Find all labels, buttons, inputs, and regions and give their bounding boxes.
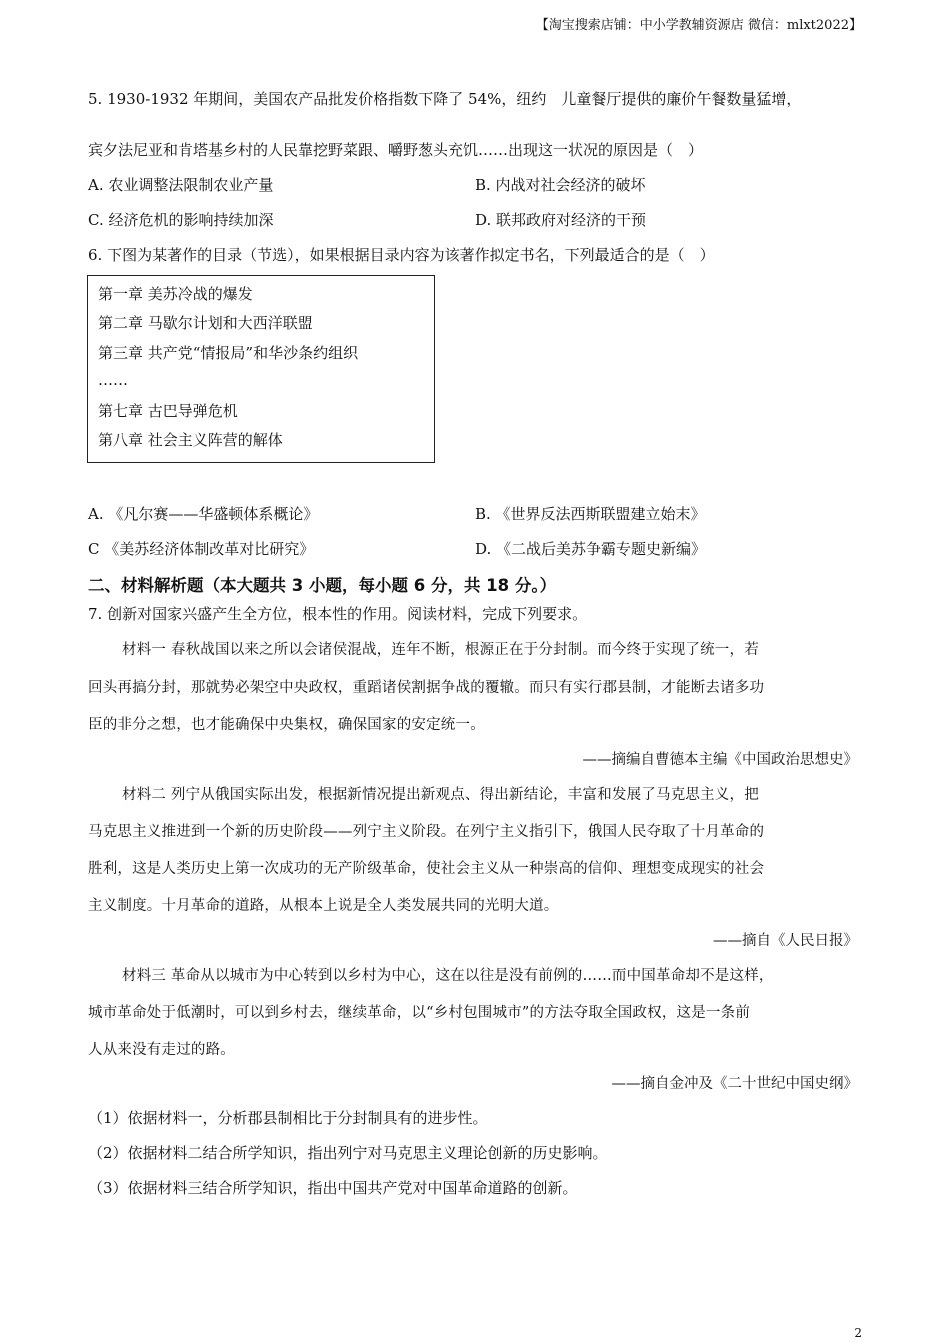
q5-option-a: A. 农业调整法限制农业产量 xyxy=(88,176,274,194)
toc-item: 第三章 共产党“情报局”和华沙条约组织 xyxy=(98,344,359,362)
q6-option-c: C 《美苏经济体制改革对比研究》 xyxy=(88,540,315,558)
q7-subquestion: （3）依据材料三结合所学知识，指出中国共产党对中国革命道路的创新。 xyxy=(88,1179,578,1197)
material-2-source: ——摘自《人民日报》 xyxy=(713,933,858,949)
page-header: 【淘宝搜索店铺：中小学教辅资源店 微信：mlxt2022】 xyxy=(535,18,862,33)
material-2-line: 主义制度。十月革命的道路，从根本上说是全人类发展共同的光明大道。 xyxy=(88,898,559,914)
material-3-line: 人从来没有走过的路。 xyxy=(88,1042,235,1058)
material-2-line: 材料二 列宁从俄国实际出发，根据新情况提出新观点、得出新结论，丰富和发展了马克思主义，把 xyxy=(122,787,759,803)
material-1-source: ——摘编自曹德本主编《中国政治思想史》 xyxy=(582,752,858,768)
material-2-line: 胜利，这是人类历史上第一次成功的无产阶级革命，使社会主义从一种崇高的信仰、理想变成现实的社会 xyxy=(88,861,765,877)
q7-stem: 7. 创新对国家兴盛产生全方位，根本性的作用。阅读材料，完成下列要求。 xyxy=(88,605,588,623)
toc-item: 第一章 美苏冷战的爆发 xyxy=(98,285,253,303)
q5-option-d: D. 联邦政府对经济的干预 xyxy=(475,211,647,229)
q6-stem: 6. 下图为某著作的目录（节选），如果根据目录内容为该著作拟定书名，下列最适合的是（ ） xyxy=(88,246,715,264)
toc-item: 第二章 马歇尔计划和大西洋联盟 xyxy=(98,314,313,332)
material-1-line: 回头再搞分封，那就势必架空中央政权，重蹈诸侯割据争战的覆辙。而只有实行郡县制，才能断去诸多功 xyxy=(88,680,765,696)
q5-option-b: B. 内战对社会经济的破坏 xyxy=(475,176,646,194)
material-3-source: ——摘自金冲及《二十世纪中国史纲》 xyxy=(611,1076,858,1092)
material-3-line: 材料三 革命从以城市为中心转到以乡村为中心，这在以往是没有前例的……而中国革命却不是这样， xyxy=(122,968,774,984)
toc-item: 第七章 古巴导弹危机 xyxy=(98,402,238,420)
q5-stem-line2: 宾夕法尼亚和肯塔基乡村的人民靠挖野菜跟、嚼野葱头充饥……出现这一状况的原因是（ ） xyxy=(88,141,704,159)
table-of-contents-box xyxy=(87,275,435,463)
section-heading: 二、材料解析题（本大题共 3 小题，每小题 6 分，共 18 分。） xyxy=(88,576,557,595)
material-1-line: 材料一 春秋战国以来之所以会诸侯混战，连年不断，根源正在于分封制。而今终于实现了统一，若 xyxy=(122,642,759,658)
q6-option-a: A. 《凡尔赛——华盛顿体系概论》 xyxy=(88,505,319,523)
q7-subquestion: （1）依据材料一，分析郡县制相比于分封制具有的进步性。 xyxy=(88,1109,488,1127)
q7-subquestion: （2）依据材料二结合所学知识，指出列宁对马克思主义理论创新的历史影响。 xyxy=(88,1144,608,1162)
material-1-line: 臣的非分之想，也才能确保中央集权，确保国家的安定统一。 xyxy=(88,717,485,733)
q5-option-c: C. 经济危机的影响持续加深 xyxy=(88,211,274,229)
material-3-line: 城市革命处于低潮时，可以到乡村去，继续革命，以“乡村包围城市”的方法夺取全国政权，这是一条前 xyxy=(88,1005,751,1021)
page-number: 2 xyxy=(854,1326,862,1340)
q6-option-b: B. 《世界反法西斯联盟建立始末》 xyxy=(475,505,706,523)
toc-item: …… xyxy=(98,371,128,389)
q5-stem-line1: 5. 1930-1932 年期间，美国农产品批发价格指数下降了 54%，纽约 儿童餐厅提供的廉价午餐数量猛增， xyxy=(88,90,802,108)
material-2-line: 马克思主义推进到一个新的历史阶段——列宁主义阶段。在列宁主义指引下，俄国人民夺取了十月革命的 xyxy=(88,824,765,840)
toc-item: 第八章 社会主义阵营的解体 xyxy=(98,431,283,449)
q6-option-d: D. 《二战后美苏争霸专题史新编》 xyxy=(475,540,707,558)
